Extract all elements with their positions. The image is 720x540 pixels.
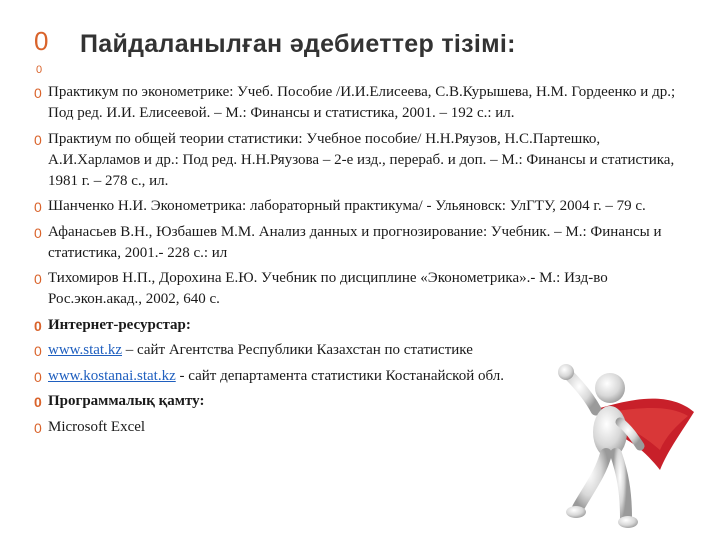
bullet-mark: 0 bbox=[34, 131, 42, 148]
section-heading-internet bbox=[34, 315, 694, 336]
bullet-mark: 0 bbox=[34, 317, 42, 334]
item-text: Афанасьев В.Н., Юзбашев М.М. Анализ данных и прогнозирование: Учебник. – М.: Финансы и статистика, 2001.- 228 с.: ил bbox=[48, 223, 662, 261]
title-bullet: 0 bbox=[34, 26, 49, 56]
bullet-mark: 0 bbox=[34, 199, 42, 215]
bullet-mark: 0 bbox=[34, 85, 42, 101]
superhero-figure-icon bbox=[548, 360, 698, 530]
list-item bbox=[34, 196, 694, 217]
list-item bbox=[34, 268, 694, 310]
item-text: Практикум по эконометрике: Учеб. Пособие /И.И.Елисеева, С.В.Курышева, Н.М. Гордеенко и др.; Под ред. И.И. Елисеевой. – М.: Финансы и статистика, 2001. – 192 с.: ил. bbox=[48, 84, 676, 121]
kostanai-stat-link[interactable]: www.kostanai.stat.kz bbox=[48, 367, 176, 384]
bullet-mark: 0 bbox=[34, 271, 42, 287]
item-text: Интернет-ресурстар: bbox=[48, 316, 191, 333]
page-title: Пайдаланылған әдебиеттер тізімі: bbox=[80, 30, 516, 58]
list-item bbox=[34, 82, 694, 124]
bullet-mark: 0 bbox=[34, 419, 42, 436]
bullet-mark: 0 bbox=[34, 368, 42, 385]
empty-bullet: 0 bbox=[36, 64, 43, 76]
stat-kz-link[interactable]: www.stat.kz bbox=[48, 342, 123, 358]
item-text: Шанченко Н.И. Эконометрика: лабораторный практикума/ - Ульяновск: УлГТУ, 2004 г. – 79 с. bbox=[48, 198, 646, 214]
item-text: - сайт департамента статистики Костанайской обл. bbox=[175, 367, 504, 384]
item-text: Тихомиров Н.П., Дорохина Е.Ю. Учебник по дисциплине «Эконометрика».- М.: Изд-во Рос.экон.акад., 2002, 640 с. bbox=[48, 270, 608, 307]
bullet-mark: 0 bbox=[34, 343, 42, 359]
list-item bbox=[34, 222, 694, 264]
list-item bbox=[34, 340, 694, 361]
item-text: – сайт Агентства Республики Казахстан по статистике bbox=[122, 342, 473, 358]
list-item bbox=[34, 129, 694, 192]
item-text: Программалық қамту: bbox=[48, 393, 205, 409]
bullet-mark: 0 bbox=[34, 224, 42, 241]
bullet-mark: 0 bbox=[34, 394, 42, 410]
item-text: Практиум по общей теории статистики: Учебное пособие/ Н.Н.Ряузов, Н.С.Партешко, А.И.Харламов и др.: Под ред. Н.Н.Ряузова – 2-е изд., перераб. и доп. – М.: Финансы и статистика, 1981 г. – 278 с., ил. bbox=[48, 130, 675, 189]
item-text: Microsoft Excel bbox=[48, 418, 146, 435]
